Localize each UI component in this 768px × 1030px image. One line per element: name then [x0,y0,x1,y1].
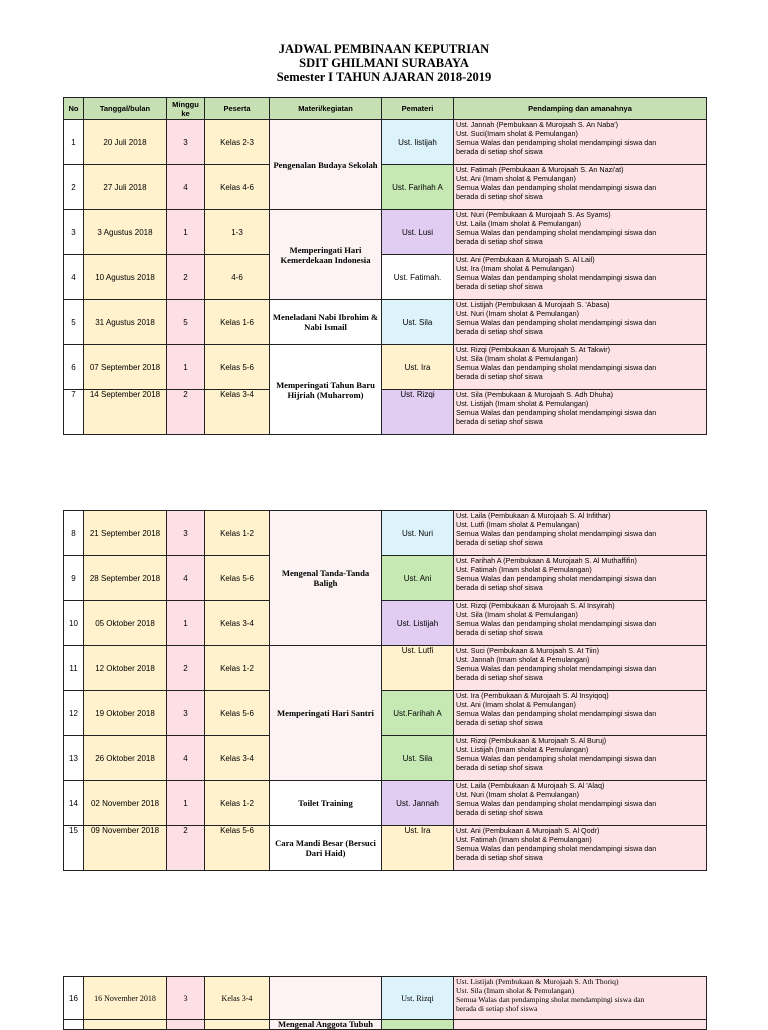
cell-no: 9 [64,556,84,601]
cell-week: 4 [167,165,205,210]
pendamping-line: Ust. Laila (Imam sholat & Pemulangan) [456,219,582,228]
cell-pendamping [454,120,707,165]
cell-peserta: 4-6 [205,255,270,300]
cell-pemateri: Ust. Listijah [382,601,454,646]
cell-pemateri: Ust. Sila [382,736,454,781]
cell-week [167,1020,205,1030]
cell-peserta: Kelas 4-6 [205,165,270,210]
cell-pemateri: Ust. Rizqi [382,390,454,435]
table-row [64,977,707,1020]
cell-date: 07 September 2018 [84,345,167,390]
pendamping-line: Semua Walas dan pendamping sholat mendampingi siswa dan [456,844,657,853]
cell-date: 26 Oktober 2018 [84,736,167,781]
cell-week: 2 [167,646,205,691]
cell-date: 10 Agustus 2018 [84,255,167,300]
cell-date: 05 Oktober 2018 [84,601,167,646]
cell-week: 1 [167,345,205,390]
table-row [64,691,707,736]
pendamping-line: Ust. Nuri (Imam sholat & Pemulangan) [456,790,580,799]
pendamping-line: Ust. Rizqi (Pembukaan & Murojaah S. Al Buruj) [456,736,607,745]
cell-week: 2 [167,255,205,300]
cell-pendamping [454,1020,707,1030]
pendamping-line: Semua Walas dan pendamping sholat mendampingi siswa dan [456,664,657,673]
cell-week: 4 [167,556,205,601]
document-title-3: Semester I TAHUN AJARAN 2018-2019 [276,70,492,84]
col-header-minggu: Minggu ke [167,98,205,120]
cell-pemateri: Ust. Ira [382,826,454,871]
cell-week: 3 [167,511,205,556]
cell-no: 2 [64,165,84,210]
pendamping-line: berada di setiap shof siswa [456,583,543,592]
cell-pendamping [454,255,707,300]
cell-date: 27 Juli 2018 [84,165,167,210]
pendamping-line: Ust. Ani (Pembukaan & Murojaah S. Al Qodr) [456,826,600,835]
pendamping-line: berada di setiap shof siswa [456,282,543,291]
cell-pendamping [454,736,707,781]
pendamping-line: berada di setiap shof siswa [456,147,543,156]
cell-materi: Memperingati Tahun Baru Hijriah (Muharrom) [270,345,382,435]
table-row [64,165,707,210]
col-header-pendamping: Pendamping dan amanahnya [454,98,707,120]
pendamping-line: Ust. Sila (Imam sholat & Pemulangan) [456,354,578,363]
cell-no: 15 [64,826,84,871]
cell-date: 19 Oktober 2018 [84,691,167,736]
cell-pendamping [454,210,707,255]
cell-date [84,1020,167,1030]
pendamping-line: berada di setiap shof siswa [456,327,543,336]
cell-pendamping [454,781,707,826]
cell-week: 2 [167,390,205,435]
cell-peserta: Kelas 2-3 [205,120,270,165]
pendamping-line: Semua Walas dan pendamping sholat mendampingi siswa dan [456,619,657,628]
cell-peserta [205,1020,270,1030]
pendamping-line: Semua Walas dan pendamping sholat mendampingi siswa dan [456,799,657,808]
pendamping-line: Ust. Rizqi (Pembukaan & Murojaah S. At Takwir) [456,345,611,354]
pendamping-line: Ust. Farihah A (Pembukaan & Murojaah S. Al Muthaffifin) [456,556,637,565]
pendamping-line: Ust. Sila (Imam sholat & Pemulangan) [456,610,578,619]
cell-date: 09 November 2018 [84,826,167,871]
pendamping-line: berada di setiap shof siswa [456,1004,538,1013]
pendamping-line: berada di setiap shof siswa [456,237,543,246]
pendamping-line: Ust. Listijah (Pembukaan & Murojaah S. Ath Thoriq) [456,977,619,986]
cell-pemateri: Ust. Nuri [382,511,454,556]
table-row [64,781,707,826]
cell-materi: Pengenalan Budaya Sekolah [270,120,382,210]
cell-pemateri: Ust. listijah [382,120,454,165]
cell-no: 5 [64,300,84,345]
cell-materi: Cara Mandi Besar (Bersuci Dari Haid) [270,826,382,871]
cell-pendamping [454,345,707,390]
table-row [64,300,707,345]
document-title-1: JADWAL PEMBINAAN KEPUTRIAN [278,42,490,56]
cell-peserta: Kelas 3-4 [205,736,270,781]
schedule-table-3 [63,976,707,1030]
cell-no: 3 [64,210,84,255]
cell-peserta: Kelas 1-2 [205,646,270,691]
pendamping-line: Semua Walas dan pendamping sholat mendampingi siswa dan [456,408,657,417]
cell-no: 1 [64,120,84,165]
cell-peserta: Kelas 3-4 [205,977,270,1020]
pendamping-line: berada di setiap shof siswa [456,673,543,682]
cell-peserta: Kelas 5-6 [205,345,270,390]
table-row [64,556,707,601]
pendamping-line: berada di setiap shof siswa [456,628,543,637]
pendamping-line: Ust. Rizqi (Pembukaan & Murojaah S. Al Insyirah) [456,601,615,610]
cell-pendamping [454,601,707,646]
cell-pendamping [454,300,707,345]
pendamping-line: Semua Walas dan pendamping sholat mendampingi siswa dan [456,183,657,192]
cell-pendamping [454,646,707,691]
schedule-table-1 [63,97,707,435]
pendamping-line: Semua Walas dan pendamping sholat mendampingi siswa dan [456,709,657,718]
pendamping-line: berada di setiap shof siswa [456,192,543,201]
pendamping-line: Ust. Fatimah (Pembukaan & Murojaah S. An Nazi'at) [456,165,624,174]
cell-no: 11 [64,646,84,691]
cell-materi [270,977,382,1020]
pendamping-line: berada di setiap shof siswa [456,372,543,381]
cell-peserta: Kelas 5-6 [205,691,270,736]
cell-date: 20 Juli 2018 [84,120,167,165]
pendamping-line: berada di setiap shof siswa [456,538,543,547]
pendamping-line: Ust. Lutfi (Imam sholat & Pemulangan) [456,520,580,529]
cell-materi: Memperingati Hari Santri [270,646,382,781]
pendamping-line: berada di setiap shof siswa [456,763,543,772]
pendamping-line: Ust. Listijah (Pembukaan & Murojaah S. 'Abasa) [456,300,610,309]
cell-week: 5 [167,300,205,345]
cell-week: 3 [167,977,205,1020]
cell-pendamping [454,390,707,435]
pendamping-line: Semua Walas dan pendamping sholat mendampingi siswa dan [456,995,645,1004]
cell-pendamping [454,826,707,871]
cell-peserta: Kelas 3-4 [205,601,270,646]
pendamping-line: berada di setiap shof siswa [456,417,543,426]
pendamping-line: Ust. Ira (Imam sholat & Pemulangan) [456,264,575,273]
table-row [64,120,707,165]
cell-no: 14 [64,781,84,826]
pendamping-line: Ust. Fatimah (Imam sholat & Pemulangan) [456,565,592,574]
cell-no: 10 [64,601,84,646]
pendamping-line: Semua Walas dan pendamping sholat mendampingi siswa dan [456,318,657,327]
pendamping-line: Ust. Laila (Pembukaan & Murojaah S. Al 'Alaq) [456,781,605,790]
col-header-no: No [64,98,84,120]
cell-date: 02 November 2018 [84,781,167,826]
document-title-2: SDIT GHILMANI SURABAYA [299,56,469,70]
pendamping-line: berada di setiap shof siswa [456,808,543,817]
pendamping-line: Semua Walas dan pendamping sholat mendampingi siswa dan [456,138,657,147]
cell-pemateri: Ust. Sila [382,300,454,345]
cell-pendamping [454,165,707,210]
cell-pemateri: Ust. Lutfi [382,646,454,691]
table-row [64,1020,707,1030]
table-row [64,210,707,255]
pendamping-line: Ust. Nuri (Pembukaan & Murojaah S. As Syams) [456,210,611,219]
cell-pendamping [454,977,707,1020]
cell-week: 1 [167,210,205,255]
cell-week: 1 [167,601,205,646]
pendamping-line: Ust. Listijah (Imam sholat & Pemulangan) [456,399,589,408]
pendamping-line: Semua Walas dan pendamping sholat mendampingi siswa dan [456,273,657,282]
cell-week: 3 [167,120,205,165]
cell-no: 8 [64,511,84,556]
cell-pemateri: Ust.Farihah A [382,691,454,736]
col-header-peserta: Peserta [205,98,270,120]
table-row [64,345,707,390]
cell-no: 7 [64,390,84,435]
cell-date: 28 September 2018 [84,556,167,601]
cell-week: 4 [167,736,205,781]
pendamping-line: Ust. Sila (Pembukaan & Murojaah S. Adh Dhuha) [456,390,614,399]
cell-peserta: Kelas 5-6 [205,826,270,871]
table-row [64,826,707,871]
pendamping-line: Semua Walas dan pendamping sholat mendampingi siswa dan [456,754,657,763]
table-header-row [64,98,707,120]
cell-pemateri: Ust. Farihah A [382,165,454,210]
pendamping-line: Ust. Fatimah (Imam sholat & Pemulangan) [456,835,592,844]
pendamping-line: Ust. Suci (Pembukaan & Murojaah S. At Tiin) [456,646,600,655]
cell-pemateri: Ust. Ira [382,345,454,390]
cell-peserta: Kelas 1-6 [205,300,270,345]
col-header-materi: Materi/kegiatan [270,98,382,120]
cell-pemateri: Ust. Ani [382,556,454,601]
table-row [64,736,707,781]
pendamping-line: Semua Walas dan pendamping sholat mendampingi siswa dan [456,574,657,583]
cell-materi: Meneladani Nabi Ibrohim & Nabi Ismail [270,300,382,345]
cell-no: 6 [64,345,84,390]
pendamping-line: Ust. Ira (Pembukaan & Murojaah S. Al Insyiqoq) [456,691,609,700]
cell-materi: Memperingati Hari Kemerdekaan Indonesia [270,210,382,300]
pendamping-line: Ust. Suci(Imam sholat & Pemulangan) [456,129,578,138]
cell-date: 3 Agustus 2018 [84,210,167,255]
pendamping-line: Ust. Sila (Imam sholat & Pemulangan) [456,986,575,995]
pendamping-line: berada di setiap shof siswa [456,853,543,862]
cell-materi: Toilet Training [270,781,382,826]
cell-peserta: 1-3 [205,210,270,255]
pendamping-line: Ust. Laila (Pembukaan & Murojaah S. Al Infithar) [456,511,611,520]
cell-no [64,1020,84,1030]
cell-no: 13 [64,736,84,781]
cell-date: 16 November 2018 [84,977,167,1020]
cell-pemateri: Ust. Fatimah. [382,255,454,300]
cell-pendamping [454,691,707,736]
cell-pendamping [454,556,707,601]
pendamping-line: Ust. Jannah (Pembukaan & Murojaah S. An Naba') [456,120,618,129]
cell-date: 31 Agustus 2018 [84,300,167,345]
cell-date: 21 September 2018 [84,511,167,556]
pendamping-line: Semua Walas dan pendamping sholat mendampingi siswa dan [456,228,657,237]
pendamping-line: Ust. Nuri (Imam sholat & Pemulangan) [456,309,580,318]
cell-materi: Mengenal Tanda-Tanda Baligh [270,511,382,646]
col-header-tanggal: Tanggal/bulan [84,98,167,120]
pendamping-line: Semua Walas dan pendamping sholat mendampingi siswa dan [456,363,657,372]
pendamping-line: Ust. Jannah (Imam sholat & Pemulangan) [456,655,590,664]
cell-date: 14 September 2018 [84,390,167,435]
pendamping-line: Ust. Ani (Imam sholat & Pemulangan) [456,700,576,709]
cell-peserta: Kelas 1-2 [205,511,270,556]
schedule-table-2 [63,510,707,871]
cell-materi: Mengenal Anggota Tubuh [270,1020,382,1030]
pendamping-line: berada di setiap shof siswa [456,718,543,727]
pendamping-line: Ust. Listijah (Imam sholat & Pemulangan) [456,745,589,754]
table-row [64,601,707,646]
table-row [64,646,707,691]
table-row [64,511,707,556]
cell-peserta: Kelas 5-6 [205,556,270,601]
cell-week: 3 [167,691,205,736]
cell-peserta: Kelas 1-2 [205,781,270,826]
pendamping-line: Ust. Ani (Imam sholat & Pemulangan) [456,174,576,183]
table-row [64,255,707,300]
cell-peserta: Kelas 3-4 [205,390,270,435]
cell-week: 1 [167,781,205,826]
table-row [64,390,707,435]
cell-no: 12 [64,691,84,736]
cell-no: 16 [64,977,84,1020]
pendamping-line: Ust. Ani (Pembukaan & Murojaah S. Al Lail) [456,255,595,264]
cell-date: 12 Oktober 2018 [84,646,167,691]
cell-pendamping [454,511,707,556]
cell-pemateri [382,1020,454,1030]
col-header-pemateri: Pemateri [382,98,454,120]
cell-pemateri: Ust. Jannah [382,781,454,826]
cell-no: 4 [64,255,84,300]
cell-pemateri: Ust. Rizqi [382,977,454,1020]
pendamping-line: Semua Walas dan pendamping sholat mendampingi siswa dan [456,529,657,538]
cell-pemateri: Ust. Lusi [382,210,454,255]
cell-week: 2 [167,826,205,871]
